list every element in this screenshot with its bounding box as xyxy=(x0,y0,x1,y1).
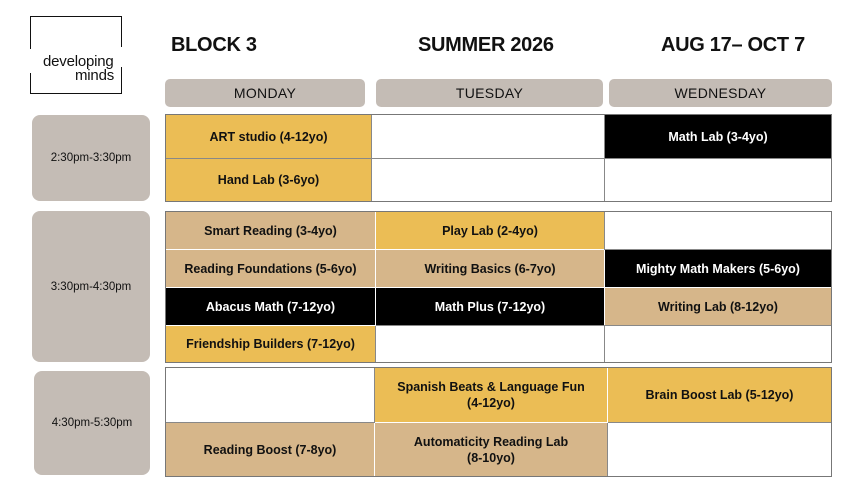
day-header-tuesday: TUESDAY xyxy=(376,79,603,107)
developing-minds-logo xyxy=(30,16,122,94)
schedule-block-2 xyxy=(165,211,832,363)
empty-cell xyxy=(605,159,831,201)
class-play-lab: Play Lab (2-4yo) xyxy=(376,212,604,249)
class-abacus-math: Abacus Math (7-12yo) xyxy=(166,288,375,325)
schedule-block-1 xyxy=(165,114,832,202)
class-spanish-beats: Spanish Beats & Language Fun (4-12yo) xyxy=(375,368,607,422)
class-math-plus: Math Plus (7-12yo) xyxy=(376,288,604,325)
class-automaticity-reading-lab: Automaticity Reading Lab (8-10yo) xyxy=(375,423,607,476)
date-range: AUG 17– OCT 7 xyxy=(661,34,805,56)
class-brain-boost-lab: Brain Boost Lab (5-12yo) xyxy=(608,368,831,422)
day-header-monday: MONDAY xyxy=(165,79,365,107)
time-slot-3: 4:30pm-5:30pm xyxy=(34,371,150,475)
class-mighty-math-makers: Mighty Math Makers (5-6yo) xyxy=(605,250,831,287)
empty-cell xyxy=(608,423,831,476)
block-title: BLOCK 3 xyxy=(171,34,257,56)
season-title: SUMMER 2026 xyxy=(418,34,554,56)
class-math-lab: Math Lab (3-4yo) xyxy=(605,115,831,158)
class-hand-lab: Hand Lab (3-6yo) xyxy=(166,159,371,201)
time-slot-2: 3:30pm-4:30pm xyxy=(32,211,150,362)
logo-text-line1: developing xyxy=(43,53,114,70)
empty-cell xyxy=(372,115,604,158)
empty-cell xyxy=(605,326,831,362)
empty-cell xyxy=(605,212,831,249)
empty-cell xyxy=(166,368,374,422)
schedule-block-3 xyxy=(165,367,832,477)
empty-cell xyxy=(376,326,604,362)
class-friendship-builders: Friendship Builders (7-12yo) xyxy=(166,326,375,362)
time-slot-1: 2:30pm-3:30pm xyxy=(32,115,150,201)
class-writing-lab: Writing Lab (8-12yo) xyxy=(605,288,831,325)
empty-cell xyxy=(372,159,604,201)
class-art-studio: ART studio (4-12yo) xyxy=(166,115,371,158)
class-writing-basics: Writing Basics (6-7yo) xyxy=(376,250,604,287)
class-smart-reading: Smart Reading (3-4yo) xyxy=(166,212,375,249)
class-reading-boost: Reading Boost (7-8yo) xyxy=(166,423,374,476)
class-reading-foundations: Reading Foundations (5-6yo) xyxy=(166,250,375,287)
day-header-wednesday: WEDNESDAY xyxy=(609,79,832,107)
logo-text-line2: minds xyxy=(75,67,115,84)
